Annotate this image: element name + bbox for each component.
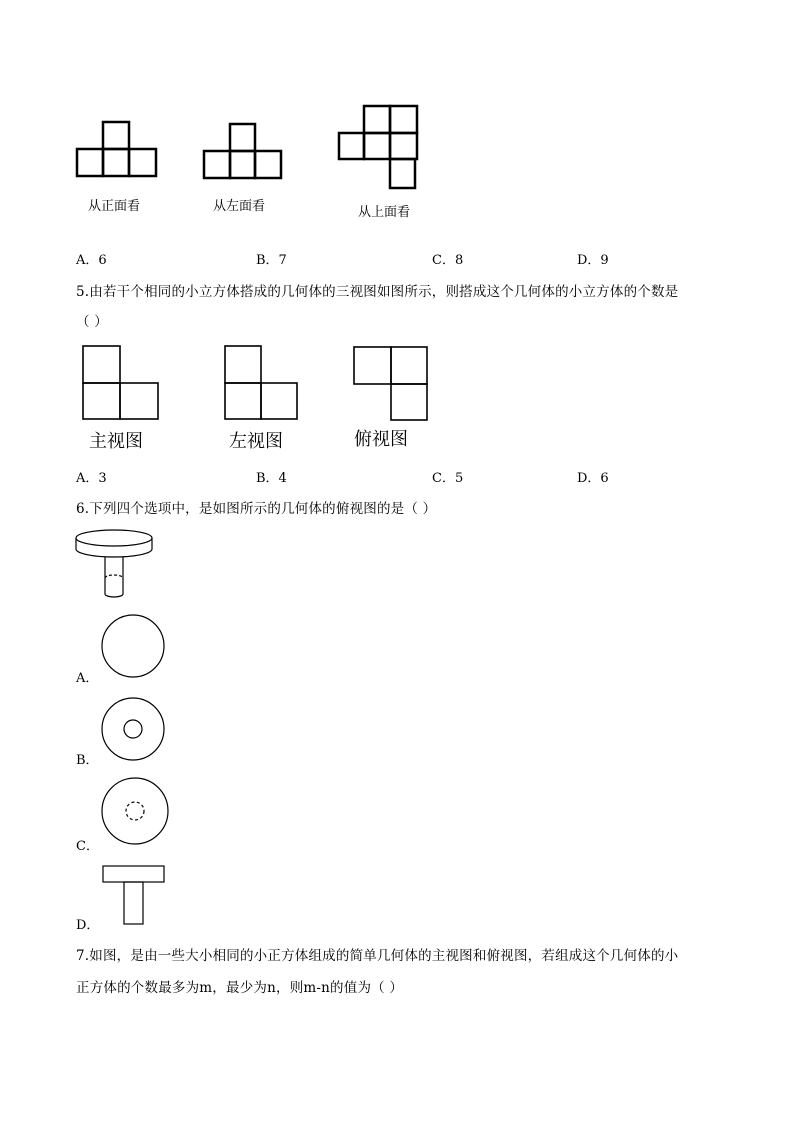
q5-option-d[interactable]: D．6 [577, 471, 609, 486]
q4-option-b[interactable]: B．7 [256, 253, 287, 268]
q6-solid-figure [74, 528, 154, 600]
q5-stem-line2: （ ） [76, 314, 108, 330]
q5-top-view [353, 346, 429, 422]
q6-stem: 6.下列四个选项中，是如图所示的几何体的俯视图的是（ ） [76, 501, 437, 517]
q6-option-d[interactable]: D． [76, 918, 100, 933]
q4-option-a[interactable]: A．6 [76, 253, 107, 268]
q4-caption-left: 从左面看 [213, 199, 266, 214]
q7-stem-line1: 7.如图，是由一些大小相同的小正方体组成的简单几何体的主视图和俯视图，若组成这个几何体的小 [76, 948, 679, 964]
q6-option-c[interactable]: C． [76, 839, 99, 854]
q4-caption-top: 从上面看 [358, 205, 411, 220]
q5-option-a[interactable]: A．3 [76, 471, 107, 486]
q5-stem-line1: 5.由若干个相同的小立方体搭成的几何体的三视图如图所示，则搭成这个几何体的小立方体的个数是 [76, 284, 679, 300]
q7-stem-line2: 正方体的个数最多为m，最少为n，则m-n的值为（ ） [76, 980, 404, 996]
q5-caption-left: 左视图 [229, 431, 283, 452]
q5-caption-top: 俯视图 [354, 429, 408, 450]
q6-option-d-figure [102, 865, 166, 927]
q4-option-c[interactable]: C．8 [432, 253, 464, 268]
q5-left-view [224, 345, 299, 421]
q6-option-a[interactable]: A． [76, 671, 99, 686]
q4-caption-front: 从正面看 [88, 199, 141, 214]
q5-main-view [82, 345, 160, 421]
q5-option-b[interactable]: B．4 [256, 471, 287, 486]
q4-top-view [338, 104, 420, 190]
q6-option-b[interactable]: B． [76, 753, 99, 768]
q4-option-d[interactable]: D．9 [577, 253, 609, 268]
q4-left-view [203, 122, 283, 180]
q5-option-c[interactable]: C．5 [432, 471, 464, 486]
q6-option-a-figure [100, 614, 168, 680]
q5-caption-main: 主视图 [89, 431, 143, 452]
q6-option-b-figure [100, 696, 168, 762]
q4-front-view [76, 120, 158, 178]
q6-option-c-figure [100, 777, 172, 845]
